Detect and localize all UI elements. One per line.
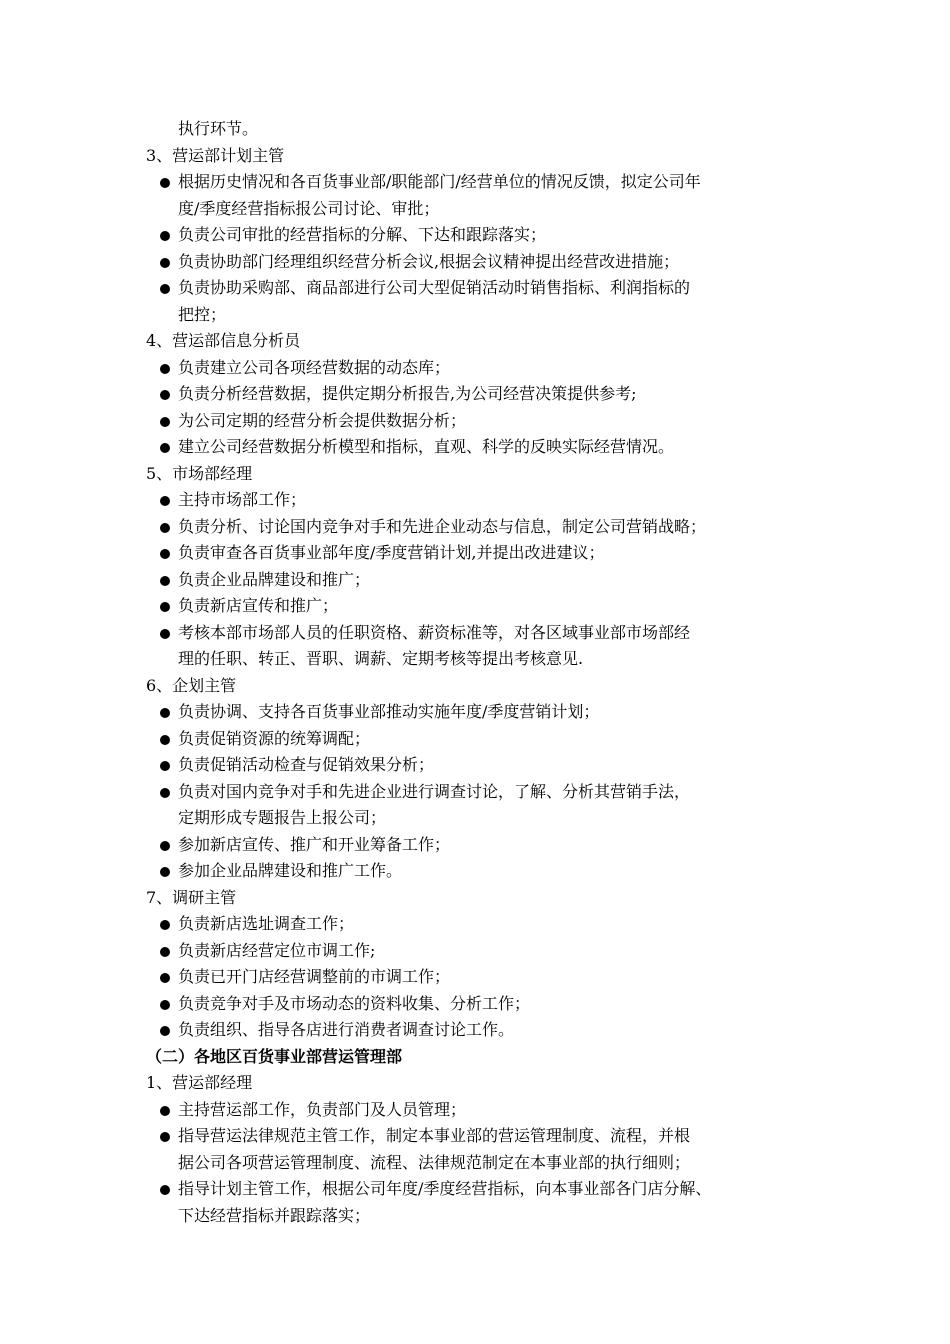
bullet-item xyxy=(146,381,826,408)
bullet-icon xyxy=(160,178,170,188)
bullet-text: 主持营运部工作，负责部门及人员管理； xyxy=(178,1099,467,1119)
continuation-text: 执行环节。 xyxy=(178,119,259,138)
bullet-icon xyxy=(160,576,170,586)
bullet-text: 负责分析经营数据，提供定期分析报告,为公司经营决策提供参考; xyxy=(178,384,637,403)
bullet-icon xyxy=(160,284,170,294)
bullet-item xyxy=(146,434,826,461)
bullet-icon xyxy=(160,549,170,559)
bullet-icon xyxy=(160,1026,170,1036)
bullet-icon xyxy=(160,602,170,612)
bullet-icon xyxy=(160,1000,170,1010)
bullet-text: 考核本部市场部人员的任职资格、薪资标准等，对各区域事业部市场部经 xyxy=(178,622,691,642)
bullet-item xyxy=(146,593,826,620)
bullet-text: 负责促销活动检查与促销效果分析； xyxy=(178,755,435,774)
bullet-item xyxy=(146,1176,826,1229)
bullet-text: 负责新店选址调查工作； xyxy=(178,914,355,933)
bullet-text: 负责已开门店经营调整前的市调工作； xyxy=(178,967,451,986)
bullet-text: 建立公司经营数据分析模型和指标，直观、科学的反映实际经营情况。 xyxy=(178,437,675,456)
bullet-item xyxy=(146,487,826,514)
bullet-item xyxy=(146,620,826,673)
bullet-text: 下达经营指标并跟踪落实； xyxy=(178,1205,371,1225)
bullet-item xyxy=(146,275,826,328)
bullet-item xyxy=(146,832,826,859)
bullet-text: 据公司各项营运管理制度、流程、法律规范制定在本事业部的执行细则； xyxy=(178,1152,691,1172)
chapter-heading: （二）各地区百货事业部营运管理部 xyxy=(146,1046,403,1066)
section-heading: 4、营运部信息分析员 xyxy=(146,331,301,350)
bullet-text: 指导营运法律规范主管工作，制定本事业部的营运管理制度、流程，并根 xyxy=(178,1126,691,1145)
bullet-text: 负责企业品牌建设和推广； xyxy=(178,569,371,589)
document-body xyxy=(146,116,826,1229)
bullet-item xyxy=(146,752,826,779)
bullet-text: 负责协助部门经理组织经营分析会议,根据会议精神提出经营改进措施； xyxy=(178,251,680,271)
bullet-item xyxy=(146,699,826,726)
bullet-icon xyxy=(160,496,170,506)
bullet-text: 理的任职、转正、晋职、调薪、定期考核等提出考核意见. xyxy=(178,649,584,668)
bullet-text: 负责组织、指导各店进行消费者调查讨论工作。 xyxy=(178,1020,515,1039)
bullet-text: 根据历史情况和各百货事业部/职能部门/经营单位的情况反馈，拟定公司年 xyxy=(178,172,701,191)
bullet-text: 负责新店经营定位市调工作; xyxy=(178,940,376,960)
bullet-text: 负责分析、讨论国内竞争对手和先进企业动态与信息，制定公司营销战略； xyxy=(178,516,707,536)
bullet-icon xyxy=(160,788,170,798)
bullet-text: 参加企业品牌建设和推广工作。 xyxy=(178,861,403,880)
bullet-item xyxy=(146,726,826,753)
section-heading: 3、营运部计划主管 xyxy=(146,145,285,165)
section-heading: 7、调研主管 xyxy=(146,887,237,907)
bullet-text: 度/季度经营指标报公司讨论、审批； xyxy=(178,198,440,218)
bullet-item xyxy=(146,858,826,885)
bullet-item xyxy=(146,779,826,832)
bullet-icon xyxy=(160,390,170,400)
bullet-icon xyxy=(160,867,170,877)
bullet-text: 负责协助采购部、商品部进行公司大型促销活动时销售指标、利润指标的 xyxy=(178,278,691,297)
bullet-item xyxy=(146,408,826,435)
bullet-item xyxy=(146,169,826,222)
bullet-text: 负责新店宣传和推广； xyxy=(178,596,339,615)
bullet-icon xyxy=(160,364,170,374)
bullet-item xyxy=(146,540,826,567)
bullet-text: 负责公司审批的经营指标的分解、下达和跟踪落实； xyxy=(178,225,547,244)
bullet-text: 为公司定期的经营分析会提供数据分析； xyxy=(178,410,467,430)
bullet-item xyxy=(146,1123,826,1176)
bullet-item xyxy=(146,355,826,382)
bullet-icon xyxy=(160,258,170,268)
bullet-item xyxy=(146,1017,826,1044)
bullet-icon xyxy=(160,1132,170,1142)
bullet-item xyxy=(146,514,826,541)
bullet-text: 主持市场部工作； xyxy=(178,490,307,509)
bullet-icon xyxy=(160,629,170,639)
bullet-item xyxy=(146,938,826,965)
bullet-text: 负责促销资源的统筹调配； xyxy=(178,728,371,748)
bullet-item xyxy=(146,567,826,594)
bullet-item xyxy=(146,222,826,249)
bullet-text: 负责竞争对手及市场动态的资料收集、分析工作； xyxy=(178,993,531,1013)
bullet-item xyxy=(146,911,826,938)
bullet-icon xyxy=(160,735,170,745)
bullet-icon xyxy=(160,920,170,930)
bullet-text: 负责建立公司各项经营数据的动态库； xyxy=(178,357,451,377)
bullet-icon xyxy=(160,973,170,983)
bullet-icon xyxy=(160,417,170,427)
section-heading: 5、市场部经理 xyxy=(146,463,253,483)
bullet-item xyxy=(146,249,826,276)
bullet-icon xyxy=(160,708,170,718)
bullet-text: 负责审查各百货事业部年度/季度营销计划,并提出改进建议； xyxy=(178,543,605,562)
bullet-item xyxy=(146,964,826,991)
section-heading: 1、营运部经理 xyxy=(146,1073,253,1092)
bullet-icon xyxy=(160,443,170,453)
bullet-text: 定期形成专题报告上报公司； xyxy=(178,808,387,827)
section-heading: 6、企划主管 xyxy=(146,675,237,695)
bullet-icon xyxy=(160,523,170,533)
bullet-text: 指导计划主管工作，根据公司年度/季度经营指标，向本事业部各门店分解、 xyxy=(178,1179,712,1198)
bullet-icon xyxy=(160,761,170,771)
bullet-icon xyxy=(160,841,170,851)
bullet-item xyxy=(146,991,826,1018)
bullet-text: 把控； xyxy=(178,304,227,324)
bullet-icon xyxy=(160,231,170,241)
bullet-text: 负责对国内竞争对手和先进企业进行调查讨论，了解、分析其营销手法， xyxy=(178,781,691,801)
bullet-icon xyxy=(160,947,170,957)
bullet-text: 负责协调、支持各百货事业部推动实施年度/季度营销计划； xyxy=(178,702,600,721)
bullet-item xyxy=(146,1097,826,1124)
bullet-text: 参加新店宣传、推广和开业筹备工作； xyxy=(178,834,451,854)
bullet-icon xyxy=(160,1185,170,1195)
bullet-icon xyxy=(160,1106,170,1116)
